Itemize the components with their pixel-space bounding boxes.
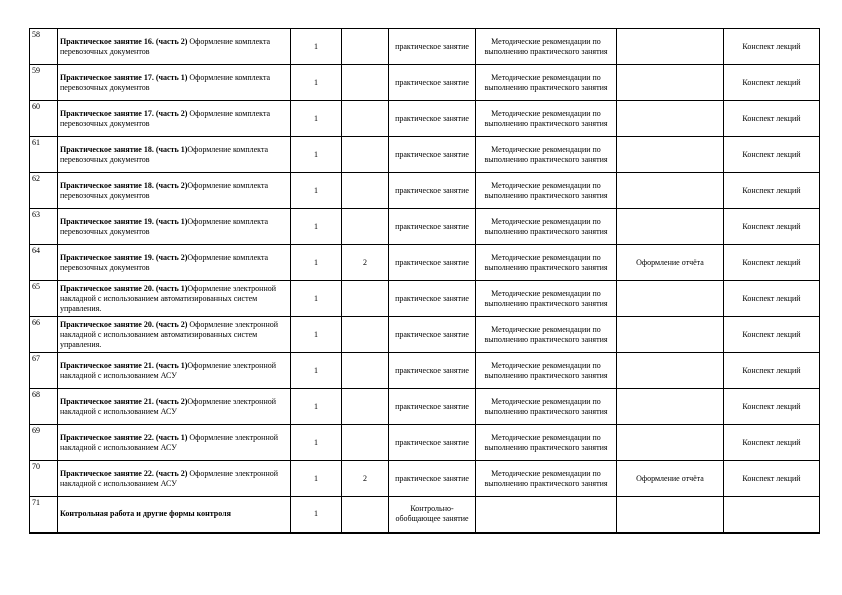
table-row	[30, 29, 820, 65]
lesson-topic-description: Оформление комплекта перевозочных документов	[60, 36, 271, 56]
self-study-hours	[342, 29, 389, 65]
hours-count: 1	[291, 389, 342, 425]
row-number: 69	[30, 425, 58, 461]
literature: Конспект лекций	[724, 65, 820, 101]
row-number: 65	[30, 281, 58, 317]
lesson-topic	[58, 353, 291, 389]
literature: Конспект лекций	[724, 461, 820, 497]
lesson-type: практическое занятие	[389, 173, 476, 209]
row-number: 63	[30, 209, 58, 245]
table-row	[30, 209, 820, 245]
lesson-topic-heading: Практическое занятие 16. (часть 2)	[60, 36, 188, 46]
self-study-hours	[342, 389, 389, 425]
literature: Конспект лекций	[724, 281, 820, 317]
literature: Конспект лекций	[724, 425, 820, 461]
lesson-topic-heading: Контрольная работа и другие формы контроля	[60, 509, 231, 519]
self-study-task	[617, 101, 724, 137]
methodical-materials: Методические рекомендации по выполнению практического занятия	[476, 245, 617, 281]
table-row	[30, 245, 820, 281]
methodical-materials: Методические рекомендации по выполнению практического занятия	[476, 461, 617, 497]
self-study-task	[617, 65, 724, 101]
hours-count: 1	[291, 173, 342, 209]
self-study-hours: 2	[342, 245, 389, 281]
row-number: 68	[30, 389, 58, 425]
methodical-materials: Методические рекомендации по выполнению практического занятия	[476, 281, 617, 317]
methodical-materials: Методические рекомендации по выполнению практического занятия	[476, 209, 617, 245]
lesson-topic-heading: Практическое занятие 21. (часть 1)	[60, 360, 188, 370]
hours-count: 1	[291, 497, 342, 533]
lesson-topic-heading: Практическое занятие 22. (часть 1)	[60, 432, 188, 442]
lesson-topic	[58, 65, 291, 101]
lesson-topic-heading: Практическое занятие 21. (часть 2)	[60, 396, 188, 406]
table-row	[30, 137, 820, 173]
lesson-type: практическое занятие	[389, 209, 476, 245]
lesson-topic	[58, 497, 291, 533]
self-study-task	[617, 137, 724, 173]
literature: Конспект лекций	[724, 173, 820, 209]
lesson-topic-description: Оформление комплекта перевозочных документов	[60, 72, 271, 92]
lesson-topic	[58, 29, 291, 65]
table-row	[30, 425, 820, 461]
self-study-hours	[342, 209, 389, 245]
methodical-materials: Методические рекомендации по выполнению практического занятия	[476, 29, 617, 65]
lesson-plan-table	[29, 28, 820, 534]
row-number: 60	[30, 101, 58, 137]
lesson-type: практическое занятие	[389, 317, 476, 353]
lesson-topic-description: Оформление комплекта перевозочных документов	[60, 108, 271, 128]
methodical-materials: Методические рекомендации по выполнению практического занятия	[476, 137, 617, 173]
methodical-materials: Методические рекомендации по выполнению практического занятия	[476, 389, 617, 425]
lesson-topic-heading: Практическое занятие 20. (часть 2)	[60, 319, 188, 329]
lesson-topic-description: Оформление комплекта перевозочных документов	[60, 252, 269, 272]
lesson-topic	[58, 281, 291, 317]
lesson-topic	[58, 317, 291, 353]
hours-count: 1	[291, 101, 342, 137]
self-study-hours	[342, 317, 389, 353]
lesson-topic-description: Оформление электронной накладной с использованием АСУ	[60, 360, 276, 380]
row-number: 67	[30, 353, 58, 389]
table-row	[30, 317, 820, 353]
self-study-task	[617, 317, 724, 353]
lesson-topic-heading: Практическое занятие 19. (часть 2)	[60, 252, 188, 262]
lesson-topic	[58, 389, 291, 425]
lesson-topic-description: Оформление электронной накладной с использованием автоматизированных систем управления.	[60, 319, 278, 349]
self-study-hours	[342, 137, 389, 173]
self-study-hours	[342, 353, 389, 389]
methodical-materials	[476, 497, 617, 533]
self-study-hours	[342, 497, 389, 533]
lesson-topic	[58, 245, 291, 281]
literature: Конспект лекций	[724, 353, 820, 389]
row-number: 58	[30, 29, 58, 65]
lesson-topic-description: Оформление электронной накладной с использованием АСУ	[60, 432, 278, 452]
hours-count: 1	[291, 209, 342, 245]
table-row	[30, 353, 820, 389]
methodical-materials: Методические рекомендации по выполнению практического занятия	[476, 173, 617, 209]
literature: Конспект лекций	[724, 317, 820, 353]
lesson-type: практическое занятие	[389, 389, 476, 425]
literature: Конспект лекций	[724, 245, 820, 281]
self-study-task	[617, 209, 724, 245]
lesson-topic	[58, 461, 291, 497]
lesson-topic-description: Оформление электронной накладной с использованием АСУ	[60, 468, 278, 488]
hours-count: 1	[291, 425, 342, 461]
lesson-topic-description: Оформление электронной накладной с использованием автоматизированных систем управления.	[60, 283, 276, 313]
table-row	[30, 461, 820, 497]
lesson-topic-heading: Практическое занятие 20. (часть 1)	[60, 283, 188, 293]
lesson-type: практическое занятие	[389, 461, 476, 497]
lesson-topic-heading: Практическое занятие 17. (часть 2)	[60, 108, 188, 118]
lesson-type: практическое занятие	[389, 29, 476, 65]
literature: Конспект лекций	[724, 137, 820, 173]
lesson-topic-heading: Практическое занятие 17. (часть 1)	[60, 72, 188, 82]
lesson-topic-heading: Практическое занятие 19. (часть 1)	[60, 216, 188, 226]
lesson-topic	[58, 209, 291, 245]
lesson-type: практическое занятие	[389, 353, 476, 389]
table-row	[30, 173, 820, 209]
hours-count: 1	[291, 461, 342, 497]
lesson-topic-heading: Практическое занятие 22. (часть 2)	[60, 468, 188, 478]
self-study-task: Оформление отчёта	[617, 245, 724, 281]
lesson-type: практическое занятие	[389, 137, 476, 173]
lesson-topic-description: Оформление электронной накладной с использованием АСУ	[60, 396, 276, 416]
row-number: 66	[30, 317, 58, 353]
literature	[724, 497, 820, 533]
literature: Конспект лекций	[724, 209, 820, 245]
lesson-topic-heading: Практическое занятие 18. (часть 1)	[60, 144, 188, 154]
row-number: 71	[30, 497, 58, 533]
lesson-type: практическое занятие	[389, 281, 476, 317]
table-row	[30, 101, 820, 137]
self-study-task	[617, 389, 724, 425]
lesson-topic	[58, 425, 291, 461]
self-study-hours	[342, 425, 389, 461]
methodical-materials: Методические рекомендации по выполнению практического занятия	[476, 101, 617, 137]
self-study-hours	[342, 173, 389, 209]
hours-count: 1	[291, 137, 342, 173]
self-study-hours: 2	[342, 461, 389, 497]
table-row	[30, 65, 820, 101]
hours-count: 1	[291, 29, 342, 65]
table-row	[30, 281, 820, 317]
table-row	[30, 389, 820, 425]
table-row	[30, 497, 820, 533]
lesson-topic	[58, 137, 291, 173]
table-body	[30, 29, 820, 533]
row-number: 61	[30, 137, 58, 173]
self-study-task	[617, 497, 724, 533]
methodical-materials: Методические рекомендации по выполнению практического занятия	[476, 317, 617, 353]
self-study-task	[617, 173, 724, 209]
lesson-topic-description: Оформление комплекта перевозочных документов	[60, 180, 269, 200]
self-study-task	[617, 353, 724, 389]
literature: Конспект лекций	[724, 101, 820, 137]
lesson-type: практическое занятие	[389, 245, 476, 281]
lesson-type: Контрольно-обобщающее занятие	[389, 497, 476, 533]
lesson-topic-heading: Практическое занятие 18. (часть 2)	[60, 180, 188, 190]
row-number: 70	[30, 461, 58, 497]
self-study-hours	[342, 281, 389, 317]
lesson-type: практическое занятие	[389, 101, 476, 137]
literature: Конспект лекций	[724, 29, 820, 65]
row-number: 59	[30, 65, 58, 101]
self-study-task: Оформление отчёта	[617, 461, 724, 497]
row-number: 64	[30, 245, 58, 281]
self-study-task	[617, 29, 724, 65]
self-study-hours	[342, 101, 389, 137]
lesson-topic	[58, 173, 291, 209]
hours-count: 1	[291, 317, 342, 353]
methodical-materials: Методические рекомендации по выполнению практического занятия	[476, 65, 617, 101]
row-number: 62	[30, 173, 58, 209]
self-study-task	[617, 425, 724, 461]
hours-count: 1	[291, 245, 342, 281]
lesson-topic-description: Оформление комплекта перевозочных документов	[60, 144, 269, 164]
methodical-materials: Методические рекомендации по выполнению практического занятия	[476, 425, 617, 461]
lesson-topic-description: Оформление комплекта перевозочных документов	[60, 216, 269, 236]
self-study-hours	[342, 65, 389, 101]
hours-count: 1	[291, 353, 342, 389]
methodical-materials: Методические рекомендации по выполнению практического занятия	[476, 353, 617, 389]
hours-count: 1	[291, 281, 342, 317]
lesson-type: практическое занятие	[389, 425, 476, 461]
lesson-type: практическое занятие	[389, 65, 476, 101]
self-study-task	[617, 281, 724, 317]
lesson-topic	[58, 101, 291, 137]
literature: Конспект лекций	[724, 389, 820, 425]
hours-count: 1	[291, 65, 342, 101]
